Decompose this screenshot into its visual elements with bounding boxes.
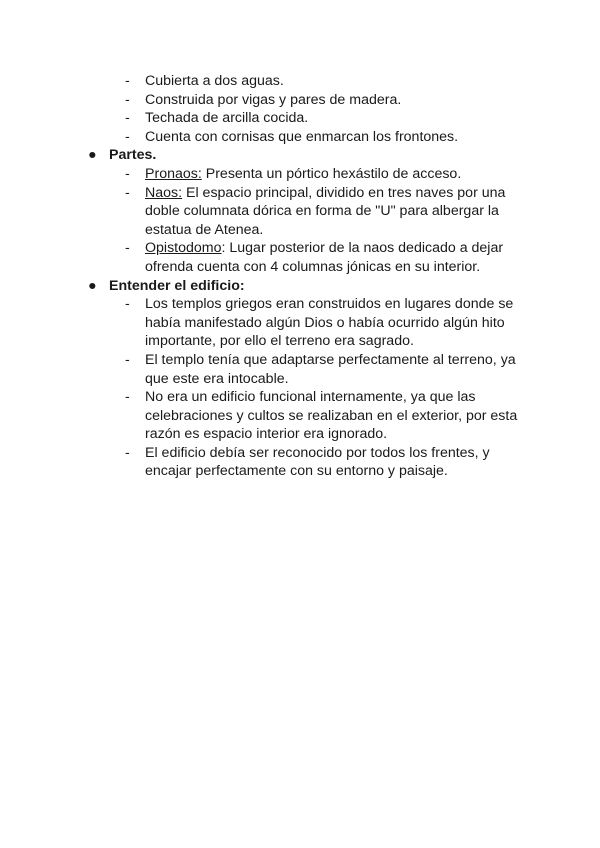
dash-marker: - [125,165,130,182]
item-text: : Lugar posterior de la naos dedicado a dejar ofrenda cuenta con 4 columnas jónicas en su interior. [145,240,504,275]
list-item [0,165,519,184]
list-item [0,109,519,128]
list-item [0,72,519,91]
list-item [0,388,519,444]
section-heading-entender [0,277,600,296]
section-heading-partes [0,146,600,165]
list-item [0,91,519,110]
list-item [0,351,519,388]
dash-marker: - [125,240,130,257]
item-text: El espacio principal, dividido en tres naves por una doble columnata dórica en forma de "U" para albergar la estatua de Atenea. [145,184,506,238]
list-item [0,184,519,240]
section-heading-text: Partes. [109,147,157,164]
item-text: Cubierta a dos aguas. [145,73,284,89]
item-text: El templo tenía que adaptarse perfectamente al terreno, ya que este era intocable. [145,351,516,387]
dash-marker: - [125,91,130,108]
dash-marker: - [125,73,130,89]
dash-marker: - [125,444,130,461]
list-item [0,128,519,147]
partes-list [0,165,600,277]
bullet-marker: ● [88,147,97,164]
dash-marker: - [125,128,130,145]
intro-list [0,72,600,146]
dash-marker: - [125,389,130,406]
list-item [0,239,519,276]
item-text: No era un edificio funcional internamente, ya que las celebraciones y cultos se realizaban en el exterior, por esta razón es espacio interior era ignorado. [145,389,518,443]
item-term: Pronaos: [145,165,202,182]
item-text: Los templos griegos eran construidos en lugares donde se había manifestado algún Dios o había ocurrido algún hito importante, por ello el terreno era sagrado. [145,296,514,350]
item-text: Construida por vigas y pares de madera. [145,91,402,108]
entender-list [0,295,600,481]
list-item [0,444,519,481]
bullet-marker: ● [88,277,97,294]
item-text: El edificio debía ser reconocido por todos los frentes, y encajar perfectamente con su entorno y paisaje. [145,444,490,480]
dash-marker: - [125,110,130,127]
dash-marker: - [125,296,130,313]
item-term: Opistodomo [145,240,222,257]
list-item [0,295,519,351]
item-text: Techada de arcilla cocida. [145,110,309,127]
item-text: Cuenta con cornisas que enmarcan los frontones. [145,128,459,145]
item-term: Naos: [145,184,183,201]
document-page [0,72,600,481]
dash-marker: - [125,184,130,201]
section-heading-text: Entender el edificio: [109,277,245,294]
item-text: Presenta un pórtico hexástilo de acceso. [201,165,462,182]
dash-marker: - [125,351,130,368]
